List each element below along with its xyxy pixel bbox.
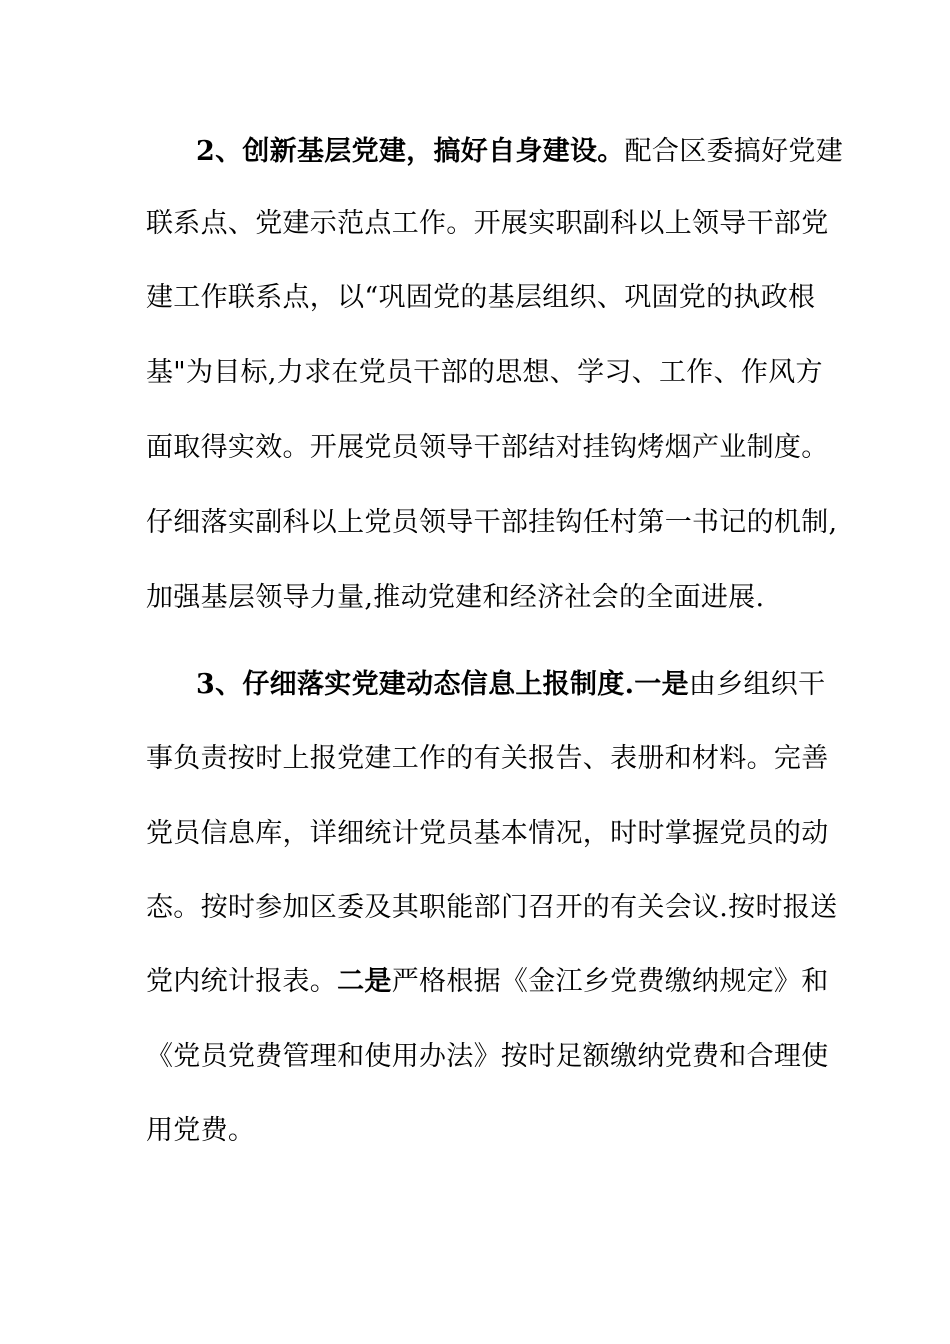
paragraph-2-line-7: 加强基层领导力量,推动党建和经济社会的全面进展. [146,582,765,613]
paragraph-2-line-1 [196,134,843,170]
paragraph-2-line-3: 建工作联系点，以“巩固党的基层组织、巩固党的执政根 [146,282,816,313]
paragraph-2-line-2: 联系点、党建示范点工作。开展实职副科以上领导干部党 [146,208,829,239]
paragraph-3-line-4: 态。按时参加区委及其职能部门召开的有关会议.按时报送 [146,892,838,923]
paragraph-3-line-7: 用党费。 [146,1115,256,1146]
paragraph-2-line-6: 仔细落实副科以上党员领导干部挂钩任村第一书记的机制, [146,507,838,538]
paragraph-3-point-2-marker: 二是 [337,966,392,997]
paragraph-2-heading: 2、创新基层党建，搞好自身建设。 [196,136,625,167]
paragraph-3-line-1 [196,667,826,703]
paragraph-2-text: 配合区委搞好党建 [624,136,843,167]
paragraph-3-line-2: 事负责按时上报党建工作的有关报告、表册和材料。完善 [146,743,829,774]
paragraph-3-line-5 [146,964,829,1000]
paragraph-3-point-1-marker: 一是 [634,669,689,700]
paragraph-3-line-6: 《党员党费管理和使用办法》按时足额缴纳党费和合理使 [146,1041,829,1072]
paragraph-3-line-5-rest: 严格根据《金江乡党费缴纳规定》和 [391,966,829,997]
paragraph-3-heading: 3、仔细落实党建动态信息上报制度. [196,669,635,700]
paragraph-2-line-5: 面取得实效。开展党员领导干部结对挂钩烤烟产业制度。 [146,432,829,463]
paragraph-3-line-5-start: 党内统计报表。 [146,966,338,997]
paragraph-3-line-3: 党员信息库，详细统计党员基本情况，时时掌握党员的动 [146,818,829,849]
paragraph-2-line-4: 基"为目标,力求在党员干部的思想、学习、工作、作风方 [146,357,823,388]
paragraph-3-text: 由乡组织干 [688,669,826,700]
